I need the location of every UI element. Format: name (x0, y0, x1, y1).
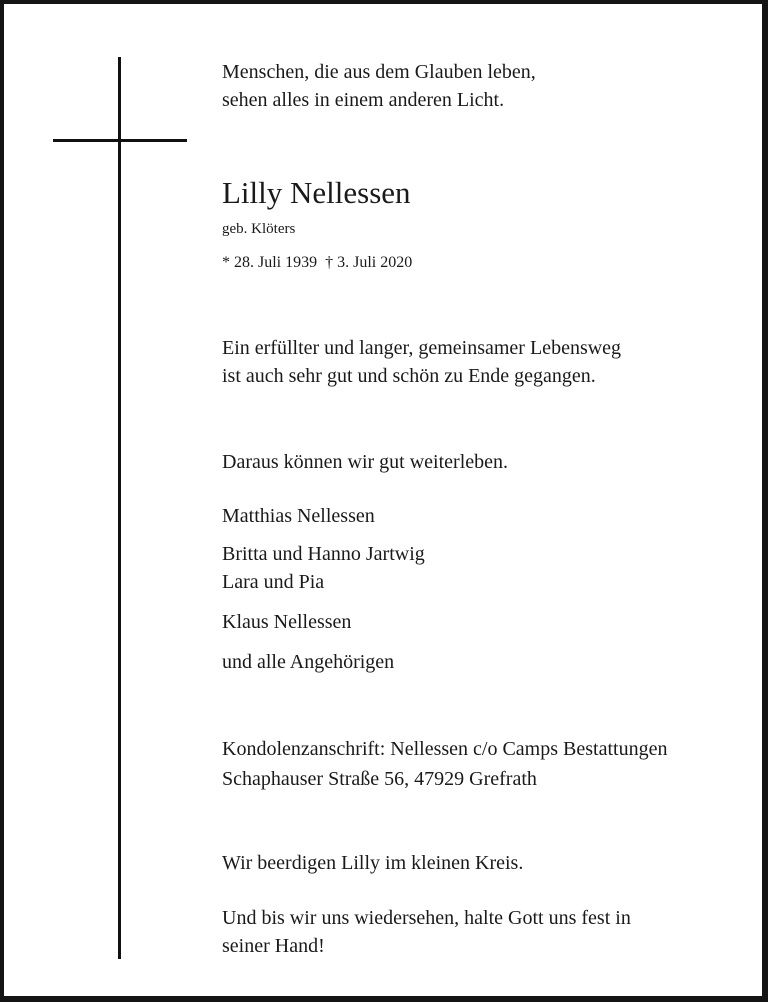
mourner: und alle Angehörigen (222, 651, 395, 673)
mourner: Matthias Nellessen (222, 505, 375, 527)
condolence-address-line-2: Schaphauser Straße 56, 47929 Grefrath (222, 768, 537, 790)
obituary-page (4, 4, 762, 996)
closing-line-1: Und bis wir uns wiedersehen, halte Gott uns fest in (222, 907, 631, 929)
condolence-address-line-1: Kondolenzanschrift: Nellessen c/o Camps Bestattungen (222, 738, 668, 760)
life-dates: * 28. Juli 1939 † 3. Juli 2020 (222, 254, 413, 271)
cross-icon-vertical (118, 57, 121, 959)
paragraph-2: Daraus können wir gut weiterleben. (222, 451, 509, 473)
quote-line-1: Menschen, die aus dem Glauben leben, (222, 61, 536, 83)
maiden-name: geb. Klöters (222, 221, 296, 237)
mourner: Lara und Pia (222, 571, 325, 593)
funeral-note: Wir beerdigen Lilly im kleinen Kreis. (222, 852, 524, 874)
mourner: Klaus Nellessen (222, 611, 352, 633)
closing-line-2: seiner Hand! (222, 935, 325, 957)
deceased-name: Lilly Nellessen (222, 175, 411, 210)
mourner: Britta und Hanno Jartwig (222, 543, 425, 565)
quote-line-2: sehen alles in einem anderen Licht. (222, 89, 505, 111)
paragraph-1-line-1: Ein erfüllter und langer, gemeinsamer Lebensweg (222, 337, 622, 359)
cross-icon-horizontal (53, 139, 187, 142)
paragraph-1-line-2: ist auch sehr gut und schön zu Ende gegangen. (222, 365, 596, 387)
